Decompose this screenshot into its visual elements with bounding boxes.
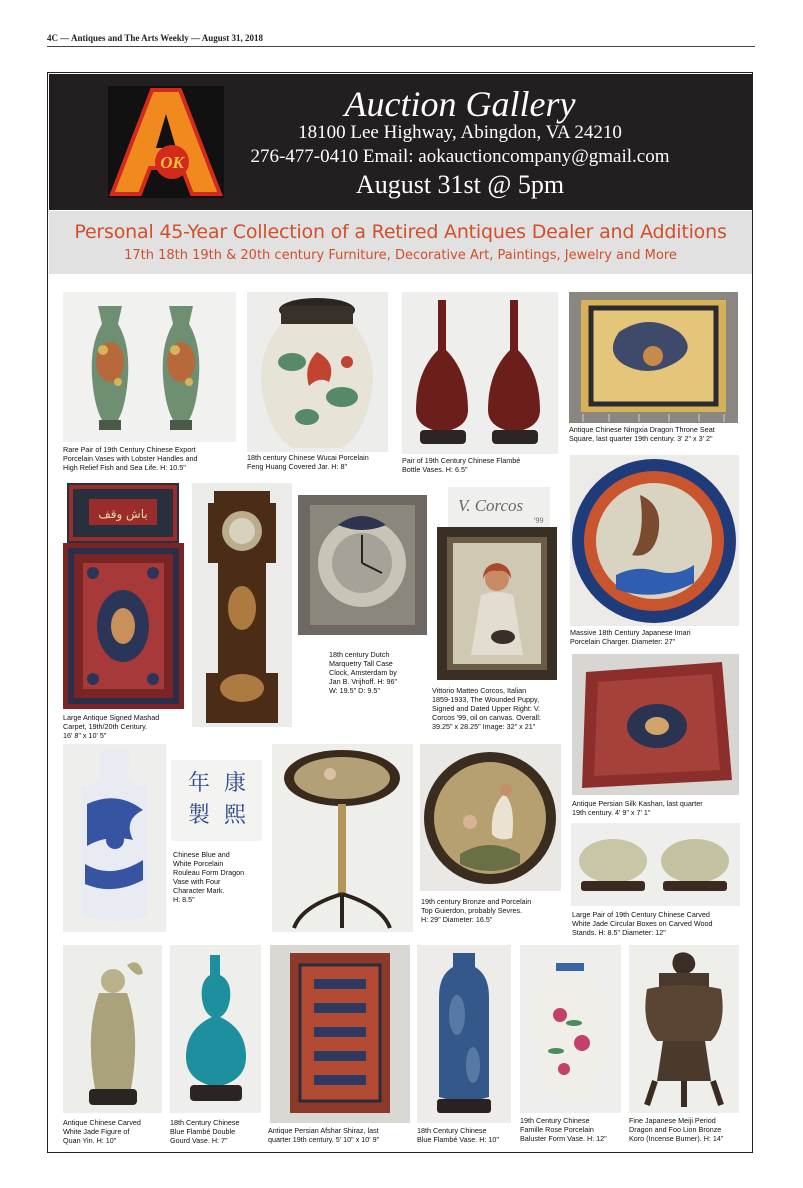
photo-gueridon-top [420, 744, 561, 891]
photo-vases-pair [63, 292, 236, 442]
caption-gueridon: 19th century Bronze and Porcelain Top Guierdon, probably Sevres. H: 29" Diameter: 16.5" [421, 897, 532, 924]
photo-koro [629, 945, 739, 1113]
photo-mashad-carpet [63, 543, 184, 709]
masthead: 4C — Antiques and The Arts Weekly — August 31, 2018 [47, 33, 263, 43]
photo-imari-charger [570, 455, 739, 626]
rug-inscription-text: باش وقف [98, 507, 148, 521]
mark-char-1: 康 [223, 771, 247, 796]
photo-wucai-jar [247, 292, 388, 452]
caption-mashad-carpet: Large Antique Signed Mashad Carpet, 19th/20th Century. 16' 8" x 10' 5" [63, 713, 160, 740]
caption-imari-charger: Massive 18th Century Japanese Imari Porcelain Charger. Diameter: 27" [570, 628, 691, 646]
gallery-contact: 276-477-0410 Email: aokauctioncompany@gmail.com [250, 146, 670, 167]
banner-headline: Personal 45-Year Collection of a Retired Antiques Dealer and Additions [74, 221, 727, 243]
mark-char-3: 年 [187, 771, 211, 796]
photo-signature [448, 487, 550, 527]
banner-subhead: 17th 18th 19th & 20th century Furniture, Decorative Art, Paintings, Jewelry and More [124, 248, 677, 263]
mark-char-4: 製 [187, 803, 211, 828]
mark-char-2: 熙 [223, 803, 247, 828]
caption-wucai-jar: 18th century Chinese Wucai Porcelain Feng Huang Covered Jar. H: 8" [247, 453, 369, 471]
photo-clock-dial [298, 495, 427, 635]
caption-vases-pair: Rare Pair of 19th Century Chinese Export Porcelain Vases with Lobster Handles and High Relief Fish and Sea Life. H: 10.5" [63, 445, 198, 472]
caption-famille-rose: 19th Century Chinese Famille Rose Porcelain Baluster Form Vase. H: 12" [520, 1116, 607, 1143]
photo-flambe-bottles [402, 292, 558, 454]
photo-famille-rose [520, 945, 621, 1113]
signature-year: '99 [534, 516, 544, 525]
caption-gourd-vase: 18th Century Chinese Blue Flambé Double Gourd Vase. H: 7" [170, 1118, 240, 1145]
caption-corcos-painting: Vittorio Matteo Corcos, Italian 1859-1933, The Wounded Puppy, Signed and Dated Upper Right: V. Corcos '99, oil on canvas. Overall: 39.25" x 28.25" Image: 32" x 21" [432, 686, 541, 731]
gallery-title: Auction Gallery [344, 84, 576, 124]
photo-silk-kashan [572, 654, 739, 795]
masthead-rule [47, 46, 755, 47]
photo-afshar-rug [270, 945, 410, 1123]
photo-tall-clock [192, 483, 292, 727]
caption-jade-quanyin: Antique Chinese Carved White Jade Figure of Quan Yin. H: 10" [63, 1118, 141, 1145]
caption-jade-boxes: Large Pair of 19th Century Chinese Carved White Jade Circular Boxes on Carved Wood Stands. H: 8.5" Diameter: 12" [572, 910, 713, 937]
caption-ningxia-rug: Antique Chinese Ningxia Dragon Throne Seat Square, last quarter 19th century. 3' 2" x 3' 2" [569, 425, 715, 443]
caption-afshar-rug: Antique Persian Afshar Shiraz, last quarter 19th century. 5' 10" x 10' 9" [268, 1126, 380, 1144]
photo-gueridon [272, 744, 413, 932]
photo-reign-mark [171, 760, 262, 841]
aok-logo [108, 86, 224, 198]
caption-flambe-bottles: Pair of 19th Century Chinese Flambé Bottle Vases. H: 6.5" [402, 456, 521, 474]
caption-koro: Fine Japanese Meiji Period Dragon and Foo Lion Bronze Koro (Incense Burner). H: 14" [629, 1116, 724, 1143]
photo-blue-white-vase [63, 744, 166, 932]
caption-silk-kashan: Antique Persian Silk Kashan, last quarter 19th century. 4' 9" x 7' 1" [572, 799, 703, 817]
photo-jade-quanyin [63, 945, 162, 1113]
photo-flambe-vase [417, 945, 511, 1123]
photo-ningxia-rug [569, 292, 738, 423]
caption-flambe-vase: 18th Century Chinese Blue Flambé Vase. H: 10" [417, 1126, 499, 1144]
signature-text: V. Corcos [458, 496, 524, 515]
caption-blue-white-vase: Chinese Blue and White Porcelain Rouleau Form Dragon Vase with Four Character Mark. H: 8.5" [173, 850, 245, 904]
photo-corcos-painting [437, 527, 557, 680]
caption-tall-clock: 18th century Dutch Marquetry Tall Case Clock, Amsterdam by Jan B. Vrijhoff. H: 96" W: 19.5" D: 9.5" [329, 650, 398, 695]
auction-date: August 31st @ 5pm [355, 170, 565, 199]
gallery-address: 18100 Lee Highway, Abingdon, VA 24210 [298, 122, 622, 143]
photo-gourd-vase [170, 945, 261, 1113]
logo-ok-text: OK [160, 153, 184, 172]
photo-rug-inscription [67, 483, 179, 543]
photo-jade-boxes [571, 823, 740, 906]
